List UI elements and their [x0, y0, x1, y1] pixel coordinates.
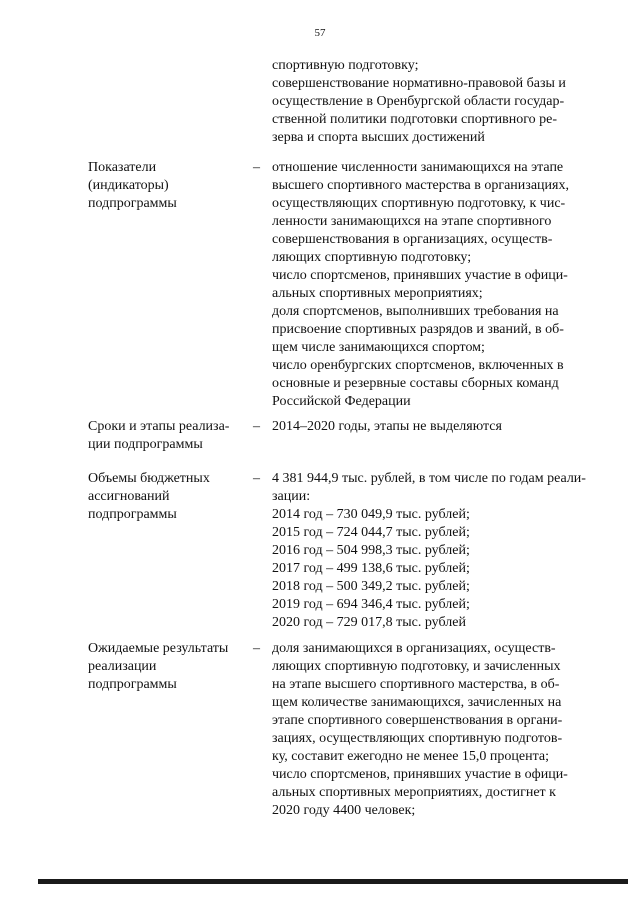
text-line: число спортсменов, принявших участие в офици- [272, 767, 568, 782]
budget-value [272, 470, 590, 632]
text-line: 2020 году 4400 человек; [272, 803, 416, 818]
label-line: Ожидаемые результаты [88, 641, 229, 656]
text-line: доля спортсменов, выполнивших требования на [272, 304, 559, 319]
indicators-label [88, 159, 248, 213]
text-line: осуществление в Оренбургской области государ- [272, 94, 565, 109]
text-line: число спортсменов, принявших участие в офици- [272, 268, 568, 283]
text-line: ленности занимающихся на этапе спортивного [272, 214, 552, 229]
text-line: спортивную подготовку; [272, 58, 419, 73]
label-line: ассигнований [88, 489, 170, 504]
label-line: подпрограммы [88, 677, 177, 692]
text-line: зерва и спорта высших достижений [272, 130, 485, 145]
indicators-value [272, 159, 590, 411]
text-line: основные и резервные составы сборных команд [272, 376, 559, 391]
text-line: на этапе высшего спортивного мастерства, в об- [272, 677, 560, 692]
text-line: доля занимающихся в организациях, осуществ- [272, 641, 556, 656]
text-line: ственной политики подготовки спортивного ре- [272, 112, 558, 127]
text-line: осуществляющих спортивную подготовку, к чис- [272, 196, 566, 211]
label-line: подпрограммы [88, 507, 177, 522]
budget-year-line: 2015 год – 724 044,7 тыс. рублей; [272, 525, 470, 540]
results-label [88, 640, 248, 694]
results-value [272, 640, 590, 820]
label-line: подпрограммы [88, 196, 177, 211]
text-line: 4 381 944,9 тыс. рублей, в том числе по годам реали- [272, 471, 586, 486]
text-line: совершенствования в организациях, осуществ- [272, 232, 553, 247]
text-line: этапе спортивного совершенствования в органи- [272, 713, 563, 728]
terms-value [272, 418, 590, 436]
terms-label [88, 418, 248, 454]
budget-year-line: 2020 год – 729 017,8 тыс. рублей [272, 615, 466, 630]
text-line: щем числе занимающихся спортом; [272, 340, 485, 355]
budget-year-line: 2018 год – 500 349,2 тыс. рублей; [272, 579, 470, 594]
label-line: (индикаторы) [88, 178, 169, 193]
label-line: Показатели [88, 160, 157, 175]
continued-text-block [272, 57, 590, 147]
label-line: Сроки и этапы реализа- [88, 419, 230, 434]
text-line: ляющих спортивную подготовку; [272, 250, 472, 265]
indicators-dash: – [253, 160, 260, 175]
label-line: реализации [88, 659, 157, 674]
text-line: присвоение спортивных разрядов и званий, в об- [272, 322, 564, 337]
bottom-rule [38, 879, 628, 884]
budget-year-line: 2016 год – 504 998,3 тыс. рублей; [272, 543, 470, 558]
text-line: высшего спортивного мастерства в организациях, [272, 178, 569, 193]
budget-label [88, 470, 248, 524]
text-line: отношение численности занимающихся на этапе [272, 160, 564, 175]
text-line: ляющих спортивную подготовку, и зачисленных [272, 659, 561, 674]
text-line: Российской Федерации [272, 394, 411, 409]
text-line: число оренбургских спортсменов, включенных в [272, 358, 564, 373]
results-dash: – [253, 641, 260, 656]
text-line: альных спортивных мероприятиях; [272, 286, 483, 301]
page-number: 57 [314, 27, 326, 39]
label-line: ции подпрограммы [88, 437, 203, 452]
budget-year-line: 2019 год – 694 346,4 тыс. рублей; [272, 597, 470, 612]
text-line: зации: [272, 489, 311, 504]
text-line: щем количестве занимающихся, зачисленных на [272, 695, 562, 710]
text-line: 2014–2020 годы, этапы не выделяются [272, 419, 502, 434]
text-line: зациях, осуществляющих спортивную подготов- [272, 731, 563, 746]
budget-dash: – [253, 471, 260, 486]
text-line: совершенствование нормативно-правовой базы и [272, 76, 566, 91]
text-line: альных спортивных мероприятиях, достигнет к [272, 785, 556, 800]
terms-dash: – [253, 419, 260, 434]
budget-year-line: 2017 год – 499 138,6 тыс. рублей; [272, 561, 470, 576]
label-line: Объемы бюджетных [88, 471, 210, 486]
text-line: ку, составит ежегодно не менее 15,0 процента; [272, 749, 550, 764]
budget-year-line: 2014 год – 730 049,9 тыс. рублей; [272, 507, 470, 522]
